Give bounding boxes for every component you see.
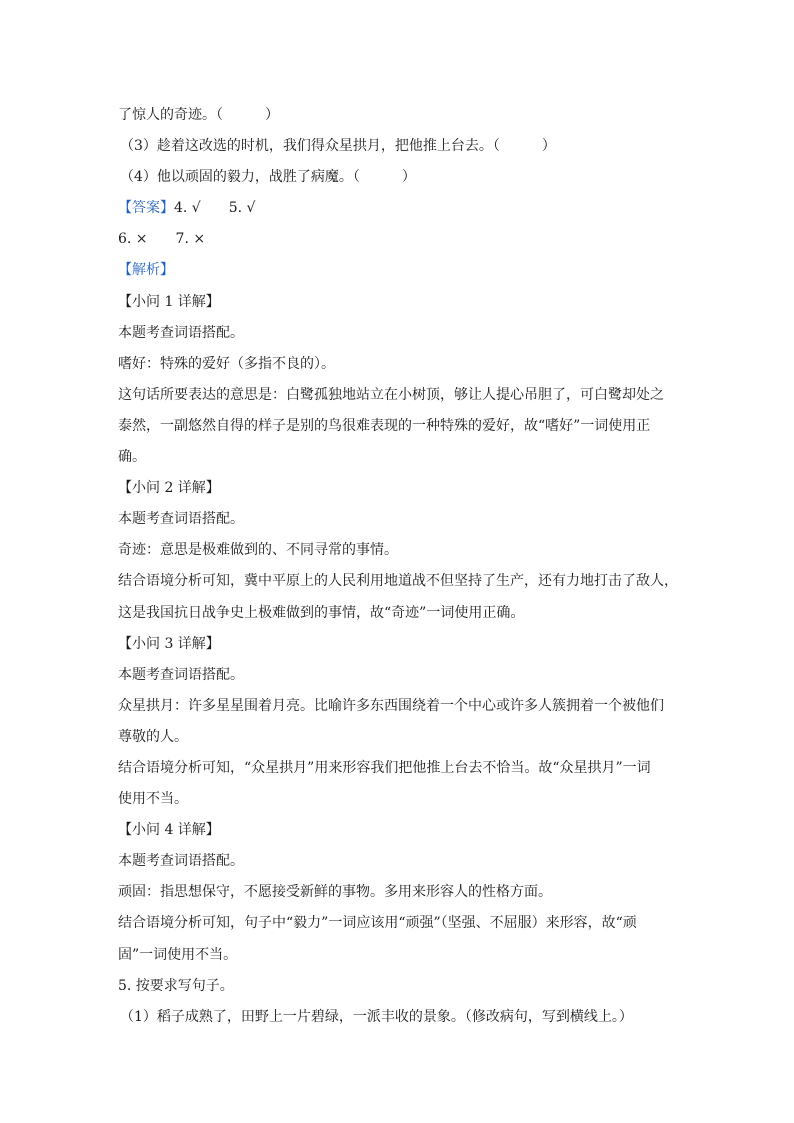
paragraph-line: 固”一词使用不当。: [118, 946, 238, 963]
paragraph-line: 嗜好：特殊的爱好（多指不良的）。: [118, 355, 335, 372]
question-item-4: （4）他以顽固的毅力，战胜了病魔。（ ）: [120, 169, 416, 186]
paragraph-line: 泰然，一副悠然自得的样子是别的鸟很难表现的一种特殊的爱好，故“嗜好”一词使用正: [118, 417, 651, 434]
paragraph-line: 本题考查词语搭配。: [118, 511, 244, 528]
question-item-3: （3）趁着这改选的时机，我们得众星拱月，把他推上台去。（ ）: [120, 138, 556, 155]
question-5-item-1: （1）稻子成熟了，田野上一片碧绿，一派丰收的景象。（修改病句，写到横线上。）: [120, 1008, 633, 1025]
paragraph-line: 奇迹：意思是极难做到的、不同寻常的事情。: [118, 542, 398, 559]
paragraph-line: 结合语境分析可知，句子中“毅力”一词应该用“顽强”（坚强、不屈服）来形容，故“顽: [118, 915, 637, 932]
paragraph-line: 本题考查词语搭配。: [118, 324, 244, 341]
paragraph-line: 结合语境分析可知，冀中平原上的人民利用地道战不但坚持了生产，还有力地打击了敌人，: [118, 573, 678, 590]
paragraph-line: 尊敬的人。: [118, 728, 188, 745]
answer-tag: 【答案】: [118, 200, 174, 217]
paragraph-line: 这句话所要表达的意思是：白鹭孤独地站立在小树顶，够让人提心吊胆了，可白鹭却处之: [118, 386, 664, 403]
analysis-tag: 【解析】: [118, 262, 174, 279]
subquestion-3-heading: 【小问 3 详解】: [118, 635, 220, 652]
paragraph-line: 众星拱月：许多星星围着月亮。比喻许多东西围绕着一个中心或许多人簇拥着一个被他们: [118, 697, 664, 714]
paragraph-line: 这是我国抗日战争史上极难做到的事情，故“奇迹”一词使用正确。: [118, 604, 525, 621]
answer-values: 4. √ 5. √: [174, 200, 256, 217]
paragraph-line: 顽固：指思想保守，不愿接受新鲜的事物。多用来形容人的性格方面。: [118, 884, 552, 901]
subquestion-2-heading: 【小问 2 详解】: [118, 480, 220, 497]
subquestion-1-heading: 【小问 1 详解】: [118, 293, 220, 310]
document-page: [118, 100, 678, 1033]
question-5-heading: 5. 按要求写句子。: [118, 977, 234, 994]
answer-line: [118, 193, 678, 224]
paragraph-line: 确。: [118, 449, 146, 466]
subquestion-4-heading: 【小问 4 详解】: [118, 822, 220, 839]
paragraph-line: 结合语境分析可知，“众星拱月”用来形容我们把他推上台去不恰当。故“众星拱月”一词: [118, 759, 651, 776]
question-text-line: 了惊人的奇迹。（ ）: [118, 107, 279, 123]
paragraph-line: 本题考查词语搭配。: [118, 853, 244, 870]
paragraph-line: 使用不当。: [118, 791, 188, 808]
answer-line-2: 6. × 7. ×: [118, 231, 206, 248]
paragraph-line: 本题考查词语搭配。: [118, 666, 244, 683]
